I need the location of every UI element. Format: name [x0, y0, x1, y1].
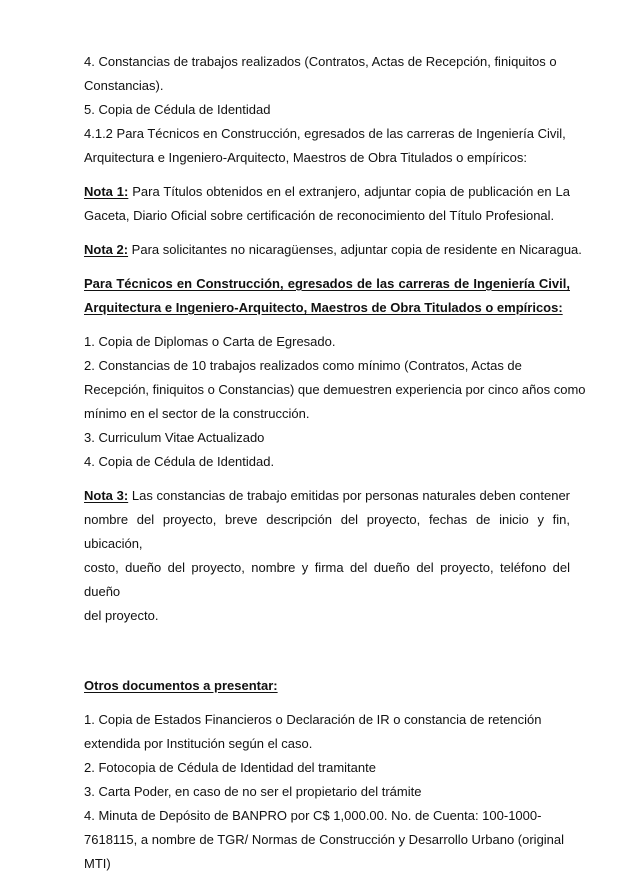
other-documents-list	[84, 708, 570, 876]
list-item: 2. Constancias de 10 trabajos realizados como mínimo (Contratos, Actas de	[84, 358, 522, 373]
spacer	[84, 628, 570, 674]
requirements-list	[84, 330, 586, 474]
nota-1-text: Para Títulos obtenidos en el extranjero, adjuntar copia de publicación en La	[128, 184, 570, 199]
nota-3	[84, 484, 570, 628]
nota-1-line-2: Gaceta, Diario Oficial sobre certificación de reconocimiento del Título Profesional.	[84, 208, 555, 223]
nota-2	[84, 238, 582, 262]
list-item: MTI)	[84, 856, 111, 871]
list-item: mínimo en el sector de la construcción.	[84, 406, 310, 421]
doc-line: 4. Constancias de trabajos realizados (Contratos, Actas de Recepción, finiquitos o	[84, 54, 557, 69]
nota-3-line-4: del proyecto.	[84, 608, 159, 623]
list-item: 4. Minuta de Depósito de BANPRO por C$ 1,000.00. No. de Cuenta: 100-1000-	[84, 808, 542, 823]
spacer	[84, 170, 570, 180]
spacer	[84, 262, 570, 272]
nota-3-text: Las constancias de trabajo emitidas por personas naturales deben contener	[128, 488, 570, 503]
spacer	[84, 320, 570, 330]
section-heading-tecnicos	[84, 272, 570, 320]
document-page	[84, 50, 586, 876]
nota-3-label: Nota 3:	[84, 488, 129, 503]
nota-3-line-3: costo, dueño del proyecto, nombre y firma del dueño del proyecto, teléfono del dueño	[84, 560, 570, 599]
list-item: 3. Carta Poder, en caso de no ser el propietario del trámite	[84, 784, 422, 799]
nota-3-line-1	[84, 484, 570, 508]
nota-1-line-1	[84, 180, 570, 204]
spacer	[84, 698, 570, 708]
doc-line: 4.1.2 Para Técnicos en Construcción, egresados de las carreras de Ingeniería Civil,	[84, 126, 566, 141]
heading-line-1: Para Técnicos en Construcción, egresados de las carreras de Ingeniería Civil,	[84, 276, 570, 291]
list-item: 7618115, a nombre de TGR/ Normas de Construcción y Desarrollo Urbano (original	[84, 832, 565, 847]
nota-2-label: Nota 2:	[84, 242, 129, 257]
doc-line: Constancias).	[84, 78, 164, 93]
list-item: extendida por Institución según el caso.	[84, 736, 313, 751]
nota-1-label: Nota 1:	[84, 184, 129, 199]
doc-line: Arquitectura e Ingeniero-Arquitecto, Maestros de Obra Titulados o empíricos:	[84, 150, 527, 165]
doc-line: 5. Copia de Cédula de Identidad	[84, 102, 271, 117]
nota-2-line	[84, 238, 582, 262]
list-item: 2. Fotocopia de Cédula de Identidad del tramitante	[84, 760, 376, 775]
nota-3-line-2: nombre del proyecto, breve descripción del proyecto, fechas de inicio y fin, ubicación,	[84, 512, 570, 551]
nota-2-text: Para solicitantes no nicaragüenses, adjuntar copia de residente en Nicaragua.	[128, 242, 582, 257]
list-item: 3. Curriculum Vitae Actualizado	[84, 430, 265, 445]
section-heading-otros: Otros documentos a presentar:	[84, 678, 278, 693]
list-item: 4. Copia de Cédula de Identidad.	[84, 454, 275, 469]
nota-1	[84, 180, 570, 228]
heading-line-2: Arquitectura e Ingeniero-Arquitecto, Maestros de Obra Titulados o empíricos:	[84, 300, 563, 315]
spacer	[84, 474, 570, 484]
list-item: 1. Copia de Diplomas o Carta de Egresado.	[84, 334, 336, 349]
spacer	[84, 228, 570, 238]
list-item: 1. Copia de Estados Financieros o Declaración de IR o constancia de retención	[84, 712, 542, 727]
list-item: Recepción, finiquitos o Constancias) que demuestren experiencia por cinco años como	[84, 382, 586, 397]
